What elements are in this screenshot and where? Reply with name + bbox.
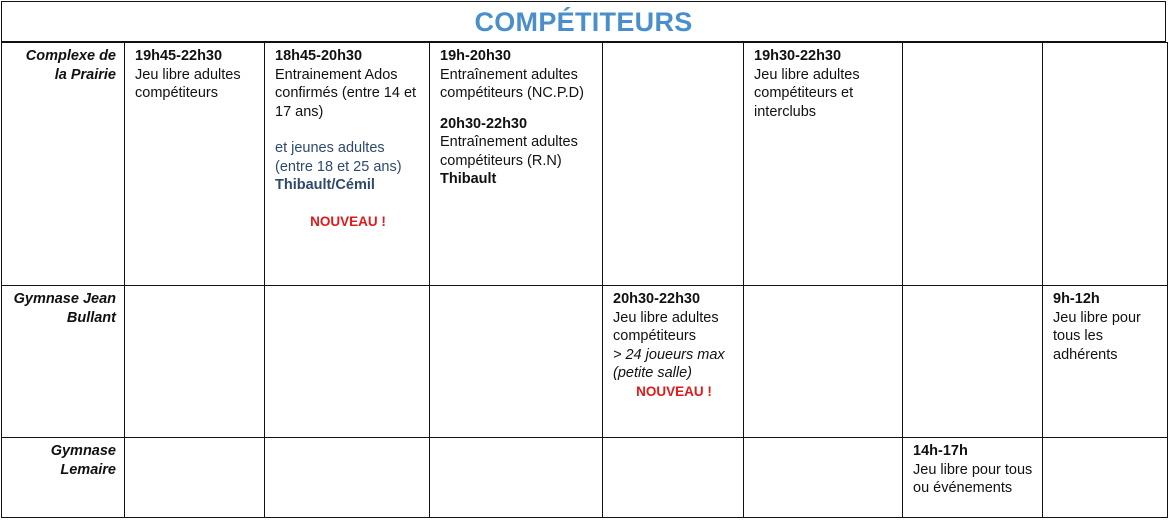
schedule-cell xyxy=(903,43,1043,286)
time-slot: 19h30-22h30 xyxy=(754,48,842,64)
time-slot: 14h-17h xyxy=(913,443,968,459)
schedule-cell xyxy=(1043,438,1168,518)
schedule-cell xyxy=(903,438,1043,518)
schedule-cell xyxy=(265,286,430,438)
venue-label xyxy=(2,43,125,286)
time-slot: 20h30-22h30 xyxy=(440,115,528,132)
venue-name: Gymnase Jean Bullant xyxy=(13,291,116,326)
schedule-cell xyxy=(430,43,603,286)
schedule-cell xyxy=(125,438,265,518)
schedule-cell xyxy=(265,438,430,518)
schedule-cell xyxy=(744,43,903,286)
schedule-cell xyxy=(125,286,265,438)
time-slot: 19h-20h30 xyxy=(440,48,511,64)
venue-label xyxy=(2,286,125,438)
capacity-note: > 24 joueurs max (petite salle) xyxy=(613,346,725,381)
schedule-cell xyxy=(430,438,603,518)
time-slot: 20h30-22h30 xyxy=(613,291,701,307)
schedule-cell xyxy=(1043,286,1168,438)
time-slot: 18h45-20h30 xyxy=(275,48,363,64)
schedule-cell xyxy=(603,438,744,518)
title-banner xyxy=(1,1,1166,42)
schedule-cell xyxy=(1043,43,1168,286)
activity-description: Jeu libre pour tous ou événements xyxy=(913,461,1033,496)
activity-description: Entraînement adultes compétiteurs (R.N) xyxy=(440,134,578,169)
activity-description: Jeu libre pour tous les adhérents xyxy=(1053,309,1141,363)
new-badge: NOUVEAU ! xyxy=(310,213,386,229)
schedule-cell xyxy=(903,286,1043,438)
schedule-cell xyxy=(744,286,903,438)
time-slot: 9h-12h xyxy=(1053,291,1100,307)
activity-extra: et jeunes adultes (entre 18 et 25 ans) xyxy=(275,140,402,175)
schedule-cell xyxy=(603,43,744,286)
activity-description: Jeu libre adultes compétiteurs et interclubs xyxy=(754,66,860,120)
table-row xyxy=(2,286,1168,438)
schedule-table xyxy=(1,42,1168,518)
time-slot: 19h45-22h30 xyxy=(135,48,223,64)
schedule-cell xyxy=(265,43,430,286)
activity-description: Entraînement adultes compétiteurs (NC.P.D) xyxy=(440,66,584,101)
schedule-cell xyxy=(430,286,603,438)
activity-description: Jeu libre adultes compétiteurs xyxy=(613,309,719,344)
activity-description: Entrainement Ados confirmés (entre 14 et 17 ans) xyxy=(275,66,417,120)
activity-description: Jeu libre adultes compétiteurs xyxy=(135,66,241,101)
schedule-cell xyxy=(744,438,903,518)
venue-label xyxy=(2,438,125,518)
venue-name: Gymnase Lemaire xyxy=(50,443,116,478)
table-row xyxy=(2,43,1168,286)
coach-name: Thibault xyxy=(440,171,497,187)
venue-name: Complexe de la Prairie xyxy=(25,48,116,83)
table-row xyxy=(2,438,1168,518)
coach-name: Thibault/Cémil xyxy=(275,177,375,193)
schedule-cell xyxy=(125,43,265,286)
schedule-cell xyxy=(603,286,744,438)
page-title: COMPÉTITEURS xyxy=(474,7,693,37)
new-badge: NOUVEAU ! xyxy=(636,383,712,399)
